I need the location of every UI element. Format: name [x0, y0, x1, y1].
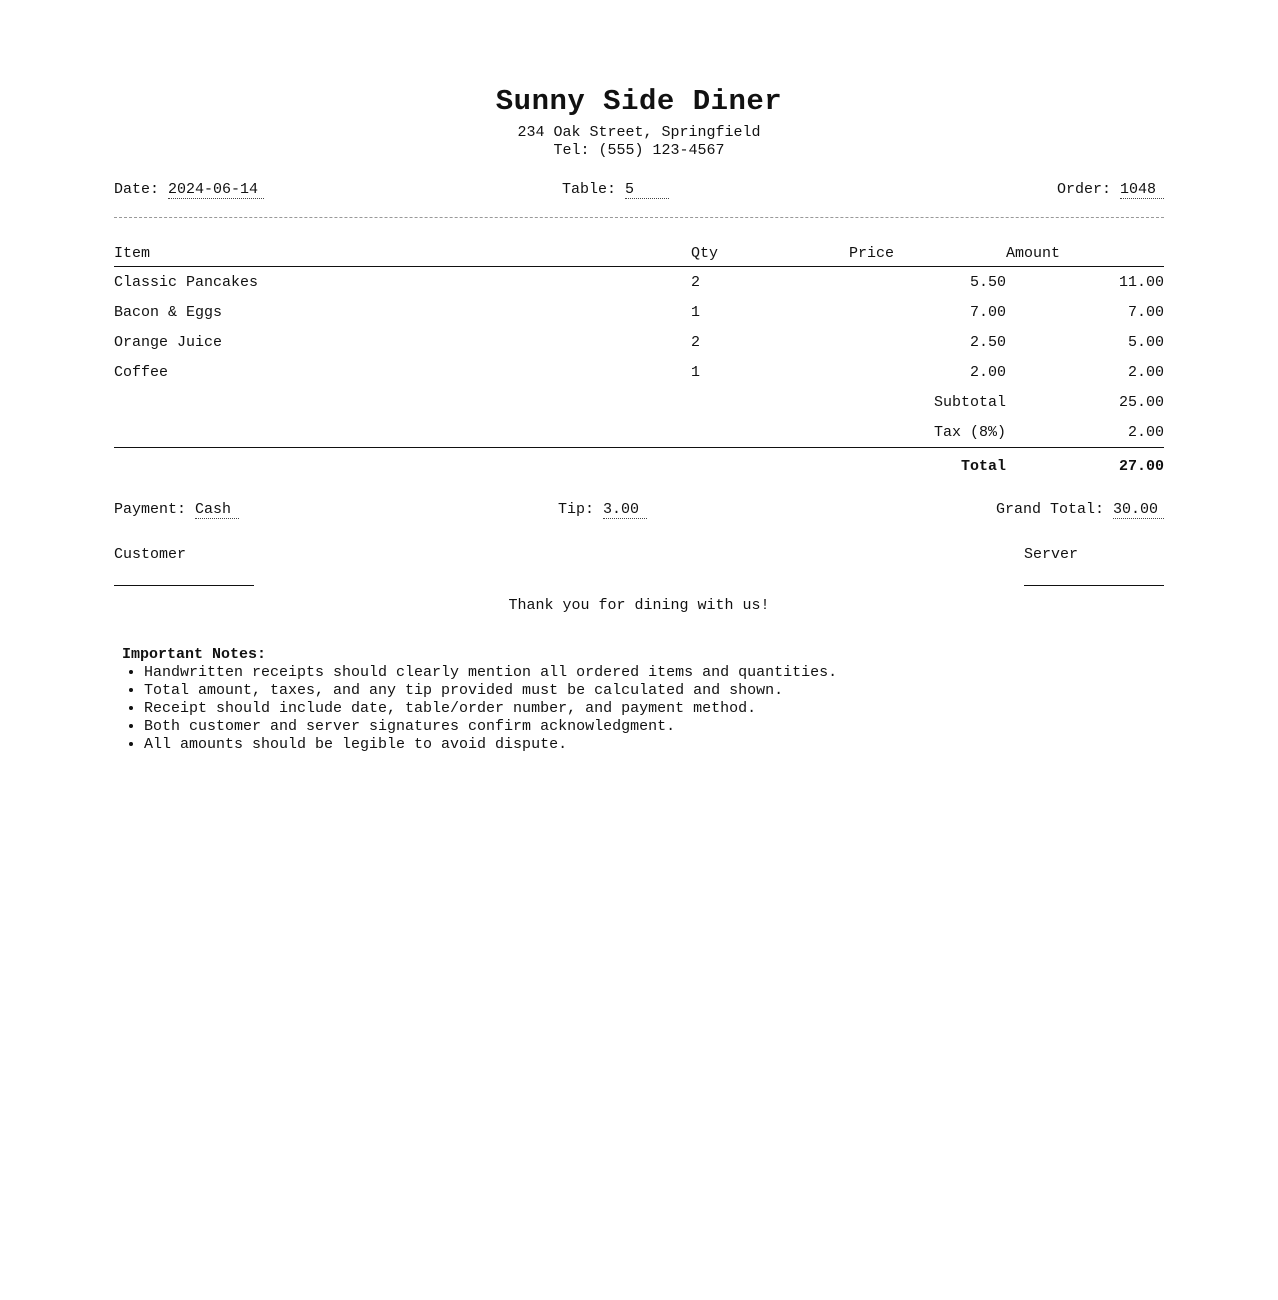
order-label: Order: [1056, 181, 1111, 198]
item-price: 5.50 [969, 273, 1006, 291]
items-table [114, 240, 1164, 484]
restaurant-address: 234 Oak Street, Springfield [517, 124, 761, 141]
item-amount: 5.00 [1127, 333, 1164, 351]
item-price: 7.00 [969, 303, 1006, 321]
grand-total-field [996, 500, 1164, 520]
grand-total-value: 30.00 [1113, 501, 1164, 519]
payment-field [114, 500, 239, 520]
table-row [114, 297, 1164, 327]
total-label: Total [849, 448, 1006, 485]
total-value: 27.00 [1006, 448, 1164, 485]
table-row [114, 357, 1164, 387]
subtotal-value: 25.00 [1118, 393, 1164, 411]
tip-field [558, 500, 647, 520]
customer-signature [114, 545, 254, 565]
item-name: Bacon & Eggs [114, 303, 223, 321]
header-item: Item [114, 240, 691, 267]
item-name: Classic Pancakes [114, 273, 259, 291]
server-signature-line [1024, 585, 1164, 586]
list-item: • Receipt should include date, table/order number, and payment method. [144, 700, 1152, 718]
header-amount: Amount [1006, 240, 1164, 267]
subtotal-label: Subtotal [933, 393, 1006, 411]
server-signature [1024, 545, 1164, 565]
item-amount: 2.00 [1127, 363, 1164, 381]
restaurant-phone: Tel: (555) 123-4567 [553, 142, 725, 159]
item-qty: 1 [691, 363, 701, 381]
table-row [114, 267, 1164, 298]
customer-signature-label: Customer [114, 546, 187, 563]
tax-row [114, 417, 1164, 448]
header-price: Price [849, 240, 1006, 267]
list-item: • Both customer and server signatures confirm acknowledgment. [144, 718, 1152, 736]
item-name: Coffee [114, 363, 169, 381]
header-qty: Qty [691, 240, 849, 267]
item-name: Orange Juice [114, 333, 223, 351]
customer-signature-line [114, 585, 254, 586]
item-qty: 1 [691, 303, 701, 321]
list-item: • All amounts should be legible to avoid dispute. [144, 736, 1152, 754]
list-item: • Handwritten receipts should clearly mention all ordered items and quantities. [144, 664, 1152, 682]
date-value: 2024-06-14 [168, 181, 264, 199]
table-row [114, 327, 1164, 357]
important-notes [122, 646, 1152, 754]
payment-row [114, 500, 1164, 520]
order-value: 1048 [1120, 181, 1164, 199]
table-value: 5 [625, 181, 669, 199]
server-signature-label: Server [1024, 546, 1079, 563]
dashed-divider [114, 217, 1164, 218]
table-field [562, 180, 669, 200]
list-item: • Total amount, taxes, and any tip provided must be calculated and shown. [144, 682, 1152, 700]
receipt-meta-row [114, 180, 1164, 200]
notes-title: Important Notes: [122, 646, 267, 663]
table-label: Table: [561, 181, 616, 198]
item-price: 2.50 [969, 333, 1006, 351]
item-qty: 2 [691, 333, 701, 351]
order-field [1057, 180, 1164, 200]
payment-label: Payment: [114, 501, 187, 518]
item-amount: 11.00 [1118, 273, 1164, 291]
item-price: 2.00 [969, 363, 1006, 381]
tip-value: 3.00 [603, 501, 647, 519]
subtotal-row [114, 387, 1164, 417]
thank-you-message: Thank you for dining with us! [508, 597, 770, 614]
table-header-row [114, 240, 1164, 267]
item-qty: 2 [691, 273, 701, 291]
date-label: Date: [114, 181, 160, 198]
tax-label: Tax (8%) [933, 423, 1006, 441]
item-amount: 7.00 [1127, 303, 1164, 321]
date-field [114, 180, 264, 200]
notes-list [122, 664, 1152, 754]
total-row [114, 448, 1164, 485]
payment-value: Cash [195, 501, 239, 519]
tax-value: 2.00 [1127, 423, 1164, 441]
grand-total-label: Grand Total: [995, 501, 1104, 518]
restaurant-name: Sunny Side Diner [495, 85, 783, 118]
tip-label: Tip: [557, 501, 594, 518]
